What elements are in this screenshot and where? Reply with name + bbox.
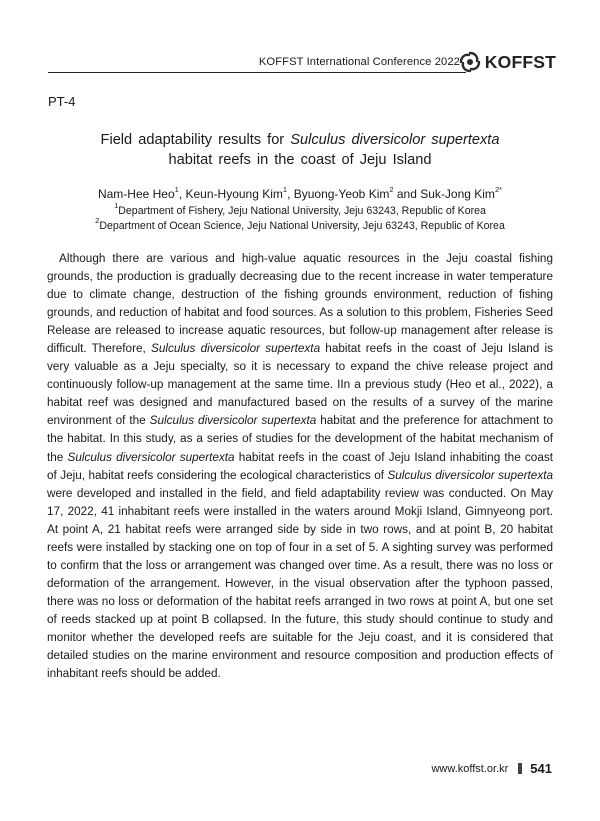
koffst-logo [458, 50, 556, 74]
affiliation-mark: 1 [282, 185, 288, 194]
author-list [40, 186, 560, 202]
abstract-text: habitat reefs in the coast of Jeju Island is very valuable as a Jeju specialty, so it is necessary to expand the chive release project and continuously follow-up management at the same time. IIn a previous study (Heo et al., 2022), a habitat reef was designed and manufactured based on the results of a survey of the marine environment of the [47, 342, 553, 428]
species-name: Sulculus diversicolor supertexta [149, 414, 317, 428]
abstract-text: habitat reefs in the coast of Jeju Island inhabiting the coast of Jeju, habitat reefs considering the ecological characteristics of [47, 450, 554, 482]
conference-name: KOFFST International Conference 2022 [258, 56, 460, 68]
koffst-swirl-icon [458, 50, 482, 74]
abstract-text: Although there are various and high-value aquatic resources in the Jeju coastal fishing grounds, the production is gradually decreasing due to the recent increase in water temperature due to climate change, destruction of the fishing grounds environment, reduction of fishing grounds, and reduction of habitat and food sources. As a solution to this problem, Fisheries Seed Release are released to increase aquatic resources, but follow-up management after release is difficult. Therefore, [47, 252, 553, 356]
abstract-text: were developed and installed in the field, and field adaptability review was conducted. On May 17, 2022, 41 inhabitant reefs were installed in the waters around Mokji Island, Gimnyeong port. At point A, 21 habitat reefs were arranged side by side in two rows, and at point B, 20 habitat reefs were installed by stacking one on top of four in a set of 5. A sighting survey was performed to confirm that the loss or arrangement was changed over time. As a result, there was no loss or deformation of the arrangement. However, in the visual observation after the typhoon passed, there was no loss or deformation of the habitat reefs arranged in two rows at point A, but one set of reeds stacked up at point B collapsed. In the future, this study should continue to study and monitor whether the developed reefs are suitable for the Jeju coast, and it is considered that detailed studies on the marine environment and resource composition and production effects of inhabitant reefs should be added. [47, 486, 553, 681]
affiliation-mark: 1 [174, 185, 179, 194]
abstract-body [47, 250, 553, 683]
affiliation-mark: 2 [389, 185, 394, 194]
title-text: Field adaptability results for [100, 132, 291, 148]
affiliation-mark: 2* [494, 185, 503, 194]
footer-divider [518, 763, 522, 774]
title-species: Sulculus diversicolor supertexta [290, 132, 500, 148]
title-line-2: habitat reefs in the coast of Jeju Island [168, 152, 432, 168]
author-separator: , [178, 187, 186, 201]
affiliation-mark: 1 [114, 201, 119, 211]
author-name: Byuong-Yeob Kim [293, 187, 390, 201]
species-name: Sulculus diversicolor supertexta [387, 468, 553, 482]
page-footer [431, 761, 552, 776]
affiliation [40, 216, 560, 233]
species-name: Sulculus diversicolor supertexta [151, 342, 321, 356]
author-name: Suk-Jong Kim [420, 187, 495, 201]
logo-text: KOFFST [484, 51, 556, 72]
paper-title [60, 130, 540, 170]
affiliation-text: Department of Ocean Science, Jeju National University, Jeju 63243, Republic of Korea [99, 220, 505, 232]
page-header [48, 50, 556, 76]
footer-url: www.koffst.or.kr [431, 762, 509, 775]
affiliation-mark: 2 [95, 216, 100, 226]
page-number: 541 [530, 761, 552, 776]
affiliation-text: Department of Fishery, Jeju National University, Jeju 63243, Republic of Korea [118, 205, 486, 217]
author-separator: , [287, 187, 294, 201]
species-name: Sulculus diversicolor supertexta [67, 450, 235, 464]
header-rule [48, 72, 466, 73]
author-separator: and [393, 187, 421, 201]
author-name: Keun-Hyoung Kim [185, 187, 283, 201]
abstract-text: habitat and the preference for attachment to the habitat. In this study, as a series of studies for the development of the habitat mechanism of the [47, 414, 553, 464]
paper-code: PT-4 [48, 94, 76, 109]
author-name: Nam-Hee Heo [97, 187, 175, 201]
affiliation [40, 201, 560, 218]
